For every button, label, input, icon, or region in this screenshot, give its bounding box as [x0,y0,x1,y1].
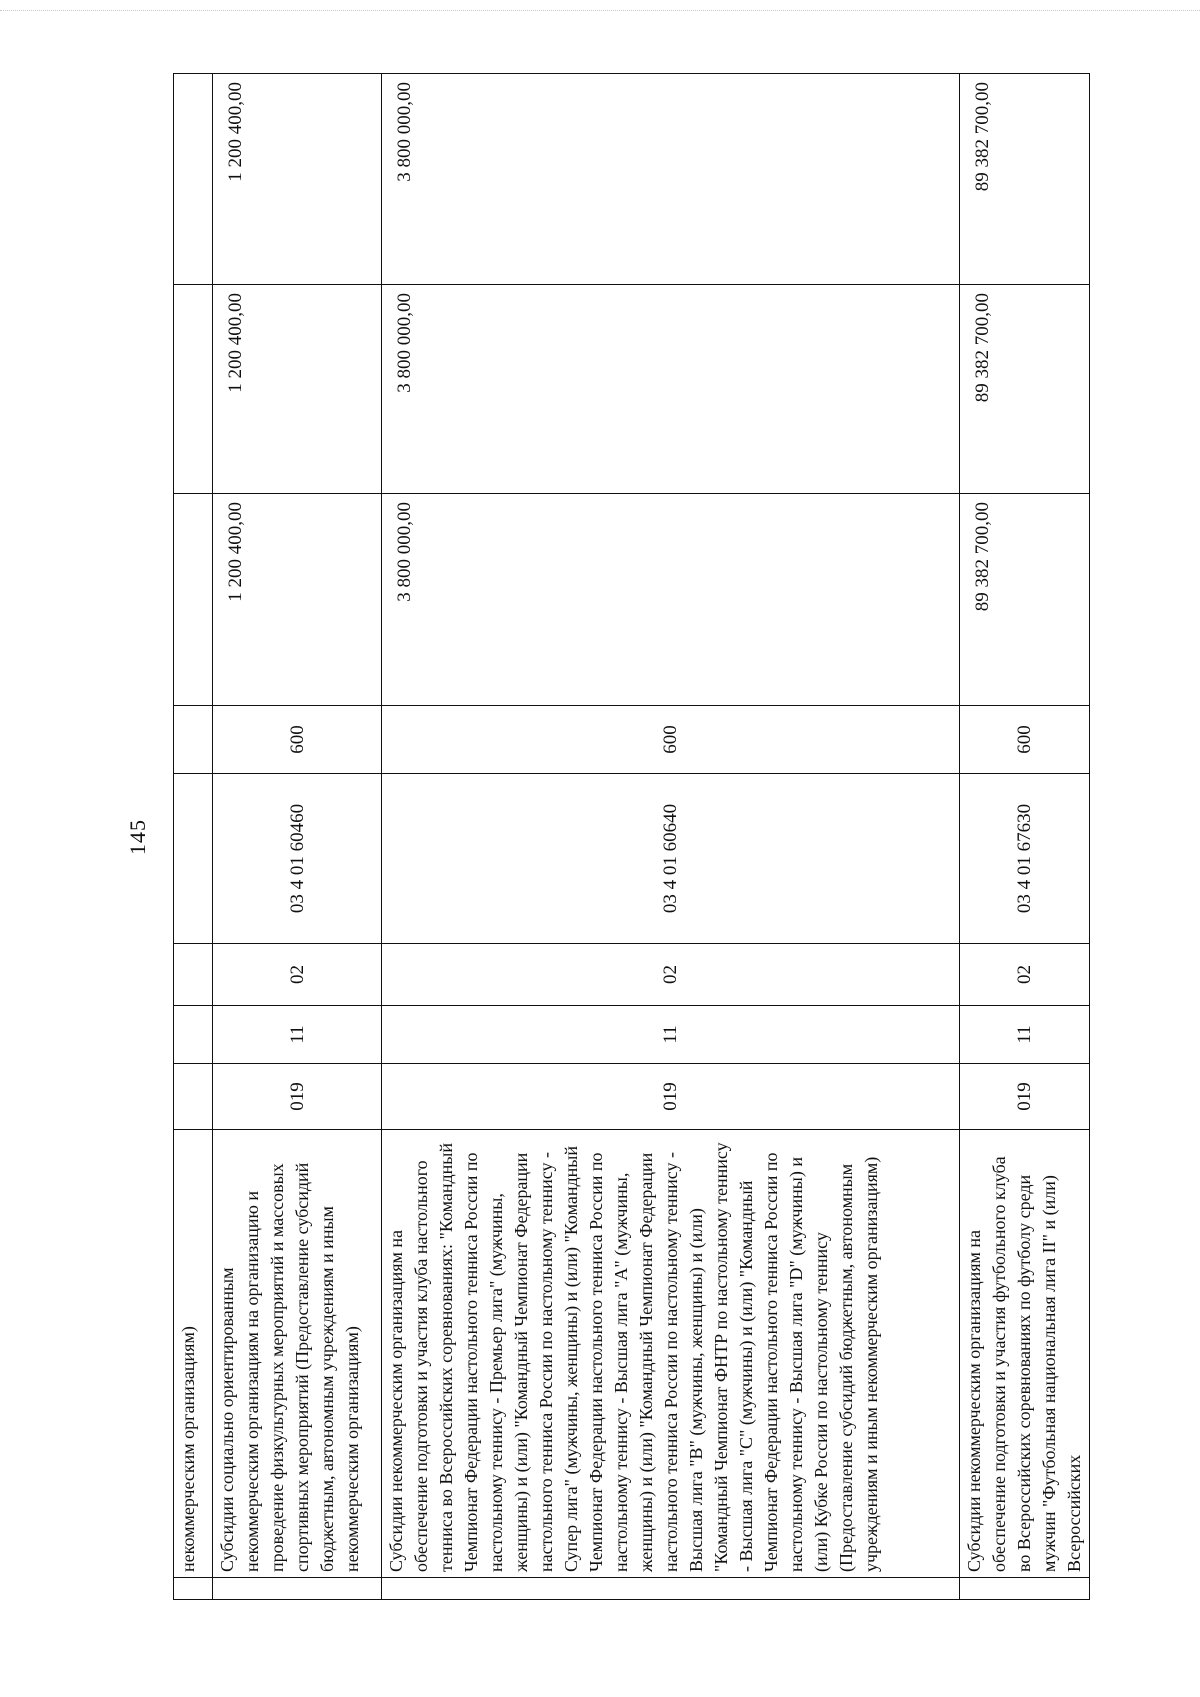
amount1-cell [174,494,213,706]
budget-table [173,73,1090,1600]
page-number: 145 [125,819,150,855]
amount3-cell: 3 800 000,00 [382,74,960,285]
description-cell: некоммерческим организациям) [174,1130,213,1578]
table-row [213,74,382,1600]
description-cell: Субсидии некоммерческим организациям на обеспечение подготовки и участия футбольного клуба во Всероссийских соревнованиях по футболу среди мужчин "Футбольная национальная лига II" и (или) Всероссийских [960,1130,1090,1578]
amount3-cell: 1 200 400,00 [213,74,382,285]
amount1-cell: 89 382 700,00 [960,494,1090,706]
amount3-cell: 89 382 700,00 [960,74,1090,285]
code-cell [174,1064,213,1130]
row-margin-cell [960,1578,1090,1600]
landscape-page [121,74,1084,1600]
row-margin-cell [174,1578,213,1600]
subsection-cell [174,944,213,1006]
target-cell: 03 4 01 60460 [213,774,382,944]
vid-cell [174,706,213,774]
section-cell [174,1006,213,1064]
amount3-cell [174,74,213,285]
description-cell: Субсидии некоммерческим организациям на обеспечение подготовки и участия клуба настольного тенниса во Всероссийских соревнованиях: "Командный Чемпионат Федерации настольного тенниса России по настольному теннису - Премьер лига" (мужчины, женщины) и (или) "Командный Чемпионат Федерации настольного тенниса России по настольному теннису - Супер лига" (мужчины, женщины) и (или) "Командный Чемпионат Федерации настольного тенниса России по настольному теннису - Высшая лига "А" (мужчины, женщины) и (или) "Командный Чемпионат Федерации настольного тенниса России по настольному теннису - Высшая лига "В" (мужчины, женщины) и (или) "Командный Чемпионат ФНТР по настольному теннису - Высшая лига "С" (мужчины) и (или) "Командный Чемпионат Федерации настольного тенниса России по настольному теннису - Высшая лига "D" (мужчины) и (или) Кубке России по настольному теннису (Предоставление субсидий бюджетным, автономным учреждениям и иным некоммерческим организациям) [382,1130,960,1578]
code-cell: 019 [960,1064,1090,1130]
amount2-cell: 89 382 700,00 [960,285,1090,494]
row-margin-cell [213,1578,382,1600]
target-cell [174,774,213,944]
vid-cell: 600 [960,706,1090,774]
target-cell: 03 4 01 67630 [960,774,1090,944]
vid-cell: 600 [213,706,382,774]
table-row [174,74,213,1600]
subsection-cell: 02 [960,944,1090,1006]
vid-cell: 600 [382,706,960,774]
amount2-cell: 1 200 400,00 [213,285,382,494]
description-cell: Субсидии социально ориентированным некоммерческим организациям на организацию и проведение физкультурных мероприятий и массовых спортивных мероприятий (Предоставление субсидий бюджетным, автономным учреждениям и иным некоммерческим организациям) [213,1130,382,1578]
section-cell: 11 [213,1006,382,1064]
table-row [960,74,1090,1600]
subsection-cell: 02 [213,944,382,1006]
table-row [382,74,960,1600]
amount2-cell: 3 800 000,00 [382,285,960,494]
code-cell: 019 [382,1064,960,1130]
subsection-cell: 02 [382,944,960,1006]
amount1-cell: 3 800 000,00 [382,494,960,706]
section-cell: 11 [960,1006,1090,1064]
target-cell: 03 4 01 60640 [382,774,960,944]
section-cell: 11 [382,1006,960,1064]
code-cell: 019 [213,1064,382,1130]
amount2-cell [174,285,213,494]
amount1-cell: 1 200 400,00 [213,494,382,706]
row-margin-cell [382,1578,960,1600]
